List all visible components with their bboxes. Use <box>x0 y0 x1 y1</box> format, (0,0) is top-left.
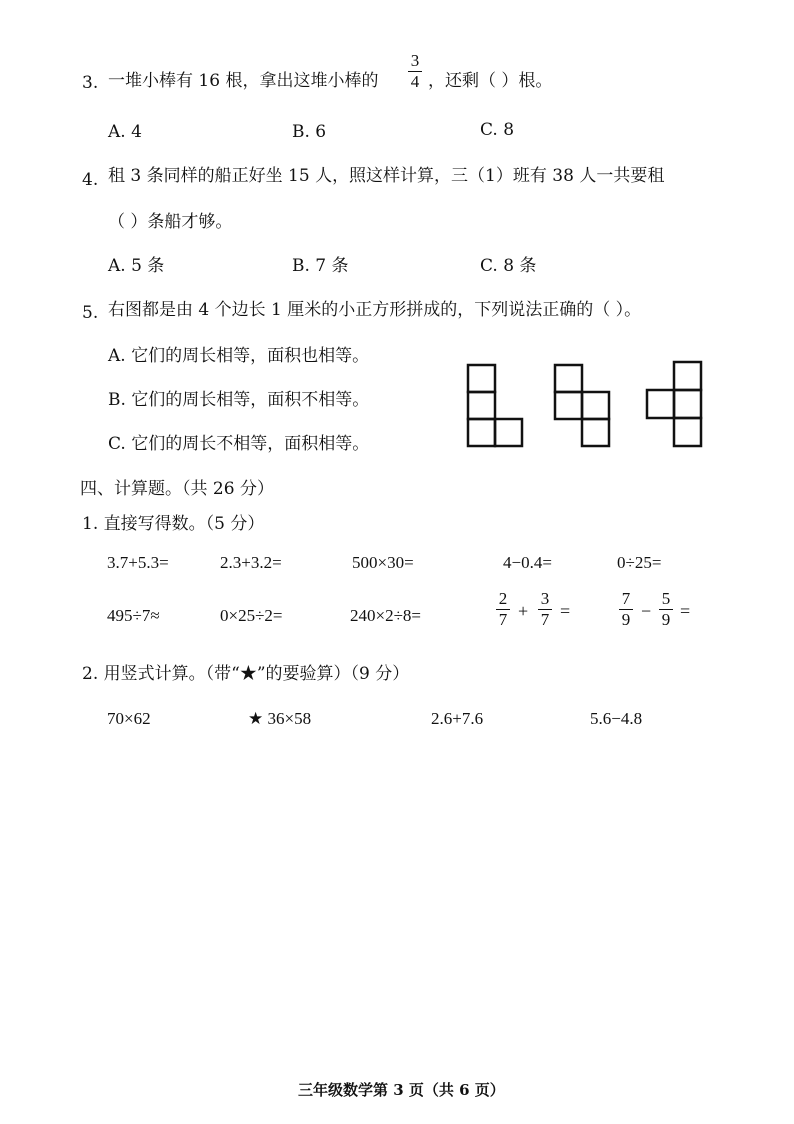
q5-number: 5. <box>82 303 99 323</box>
page-footer: 三年级数学第 3 页（共 6 页） <box>298 1081 505 1099</box>
q5-option-c: C. 它们的周长不相等，面积相等。 <box>108 434 370 454</box>
q4-line1: 租 3 条同样的船正好坐 15 人，照这样计算，三（1）班有 38 人一共要租 <box>108 166 665 186</box>
fraction-denominator: 7 <box>498 610 508 629</box>
calc-item: 4−0.4= <box>503 553 552 572</box>
q3-fraction-numerator: 3 <box>410 51 420 70</box>
calc-item: 2.3+3.2= <box>220 553 282 572</box>
t-tetromino-figure <box>645 360 705 448</box>
q4-option-c: C. 8 条 <box>480 256 537 276</box>
fraction-numerator: 3 <box>540 589 550 608</box>
operator: + <box>518 601 529 621</box>
vertical-calc-item-starred: ★ 36×58 <box>248 709 312 728</box>
operator: − <box>641 601 652 621</box>
vertical-calc-item: 70×62 <box>107 709 151 728</box>
l-tetromino-figure <box>466 363 526 449</box>
q5-text: 右图都是由 4 个边长 1 厘米的小正方形拼成的，下列说法正确的（ ）。 <box>108 300 642 320</box>
q5-option-a: A. 它们的周长相等，面积也相等。 <box>108 346 370 366</box>
fraction-denominator: 7 <box>540 610 550 629</box>
equals-sign: = <box>560 601 571 621</box>
calc-item: 240×2÷8= <box>350 606 422 625</box>
q4-number: 4. <box>82 170 99 190</box>
calc-item: 3.7+5.3= <box>107 553 169 572</box>
q3-option-c: C. 8 <box>480 120 515 140</box>
q3-fraction <box>408 52 422 91</box>
q3-text-after: ，还剩（ ）根。 <box>428 71 553 91</box>
frac-expr1-b <box>538 590 552 629</box>
part2-title: 2. 用竖式计算。（带“★”的要验算）（9 分） <box>82 664 410 684</box>
q3-fraction-denominator: 4 <box>410 72 420 91</box>
calc-item: 495÷7≈ <box>107 606 160 625</box>
q4-option-a: A. 5 条 <box>108 256 165 276</box>
s-tetromino-figure <box>553 363 613 449</box>
frac-expr2-b <box>659 590 673 629</box>
q5-option-b: B. 它们的周长相等，面积不相等。 <box>108 390 370 410</box>
section-heading: 四、计算题。（共 26 分） <box>80 479 274 499</box>
vertical-calc-item: 5.6−4.8 <box>590 709 643 728</box>
q4-line2: （ ）条船才够。 <box>108 212 233 232</box>
calc-item: 0×25÷2= <box>220 606 283 625</box>
fraction-denominator: 9 <box>661 610 671 629</box>
fraction-numerator: 7 <box>621 589 631 608</box>
q3-text-before: 一堆小棒有 16 根，拿出这堆小棒的 <box>108 71 379 91</box>
q4-option-b: B. 7 条 <box>292 256 349 276</box>
fraction-numerator: 2 <box>498 589 508 608</box>
fraction-numerator: 5 <box>661 589 671 608</box>
fraction-denominator: 9 <box>621 610 631 629</box>
vertical-calc-item: 2.6+7.6 <box>431 709 484 728</box>
q3-number: 3. <box>82 73 99 93</box>
q3-option-b: B. 6 <box>292 122 327 142</box>
frac-expr2-a <box>619 590 633 629</box>
frac-expr1-a <box>496 590 510 629</box>
calc-item: 500×30= <box>352 553 414 572</box>
q3-option-a: A. 4 <box>108 122 142 142</box>
part1-title: 1. 直接写得数。（5 分） <box>82 514 265 534</box>
equals-sign: = <box>680 601 691 621</box>
calc-item: 0÷25= <box>617 553 662 572</box>
